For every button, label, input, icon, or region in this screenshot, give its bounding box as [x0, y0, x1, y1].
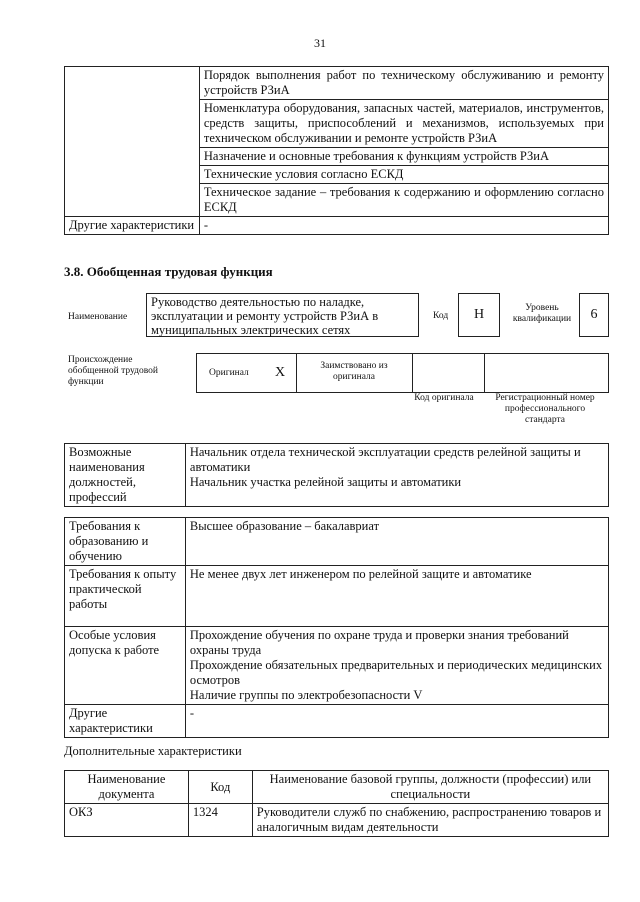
knowledge-item: Технические условия согласно ЕСКД [199, 166, 608, 184]
gtf-code-value: Н [458, 293, 500, 337]
additional-title: Дополнительные характеристики [64, 744, 242, 758]
position-item: Начальник участка релейной защиты и автоматики [189, 475, 462, 489]
origin-label: Происхождение обобщенной трудовой функции [68, 355, 158, 387]
condition-item: Прохождение обязательных предварительных и периодических медицинских осмотров [189, 658, 603, 687]
experience-requirements-value: Не менее двух лет инженером по релейной защите и автоматике [185, 566, 608, 627]
gtf-level-label: Уровень квалификации [512, 303, 572, 324]
code-cell: 1324 [188, 804, 252, 837]
section-title: 3.8. Обобщенная трудовая функция [64, 264, 273, 279]
additional-table [64, 770, 609, 837]
registration-number-caption: Регистрационный номер профессионального стандарта [495, 393, 595, 425]
education-requirements-value: Высшее образование – бакалавриат [185, 518, 608, 566]
condition-item: Прохождение обучения по охране труда и проверки знания требований охраны труда [189, 628, 569, 657]
top-table-empty-cell [65, 67, 200, 217]
other-characteristics-label: Другие характеристики [65, 705, 186, 738]
origin-divider [484, 354, 485, 392]
gtf-level-value: 6 [579, 293, 609, 337]
knowledge-item: Назначение и основные требования к функциям устройств РЗиА [199, 148, 608, 166]
positions-table [64, 443, 609, 507]
header-group-name: Наименование базовой группы, должности (профессии) или специальности [252, 771, 608, 804]
top-knowledge-table [64, 66, 609, 235]
position-item: Начальник отдела технической эксплуатации средств релейной защиты и автоматики [189, 445, 581, 474]
education-requirements-label: Требования к образованию и обучению [65, 518, 186, 566]
special-conditions-label: Особые условия допуска к работе [65, 627, 186, 705]
header-document-name: Наименование документа [65, 771, 189, 804]
knowledge-item: Техническое задание – требования к содержанию и оформлению согласно ЕСКД [199, 184, 608, 217]
original-mark: X [275, 365, 286, 380]
other-characteristics-value: - [185, 705, 608, 738]
requirements-table [64, 517, 609, 738]
origin-divider [412, 354, 413, 392]
knowledge-item: Номенклатура оборудования, запасных частей, материалов, инструментов, средств защиты, приспособлений и механизмов, используемых при техническом обслуживании и ремонте устройств РЗиА [199, 100, 608, 148]
original-label: Оригинал [209, 368, 249, 378]
positions-label: Возможные наименования должностей, профессий [65, 444, 186, 507]
knowledge-item: Порядок выполнения работ по техническому обслуживанию и ремонту устройств РЗиА [199, 67, 608, 100]
positions-values [185, 444, 608, 507]
other-characteristics-value: - [199, 217, 608, 235]
header-code: Код [188, 771, 252, 804]
condition-item: Наличие группы по электробезопасности V [189, 688, 423, 702]
page-number: 31 [314, 36, 326, 50]
document-name-cell: ОКЗ [65, 804, 189, 837]
group-name-cell: Руководители служб по снабжению, распространению товаров и аналогичным видам деятельности [252, 804, 608, 837]
origin-divider [296, 354, 297, 392]
experience-requirements-label: Требования к опыту практической работы [65, 566, 186, 627]
gtf-name-label: Наименование [68, 312, 128, 322]
original-code-caption: Код оригинала [414, 393, 474, 403]
gtf-name-value: Руководство деятельностью по наладке, эксплуатации и ремонту устройств РЗиА в муниципальных электрических сетях [146, 293, 419, 337]
special-conditions-values [185, 627, 608, 705]
borrowed-label: Заимствовано из оригинала [320, 361, 388, 382]
other-characteristics-label: Другие характеристики [65, 217, 200, 235]
origin-table [196, 353, 609, 393]
gtf-code-label: Код [433, 311, 449, 321]
